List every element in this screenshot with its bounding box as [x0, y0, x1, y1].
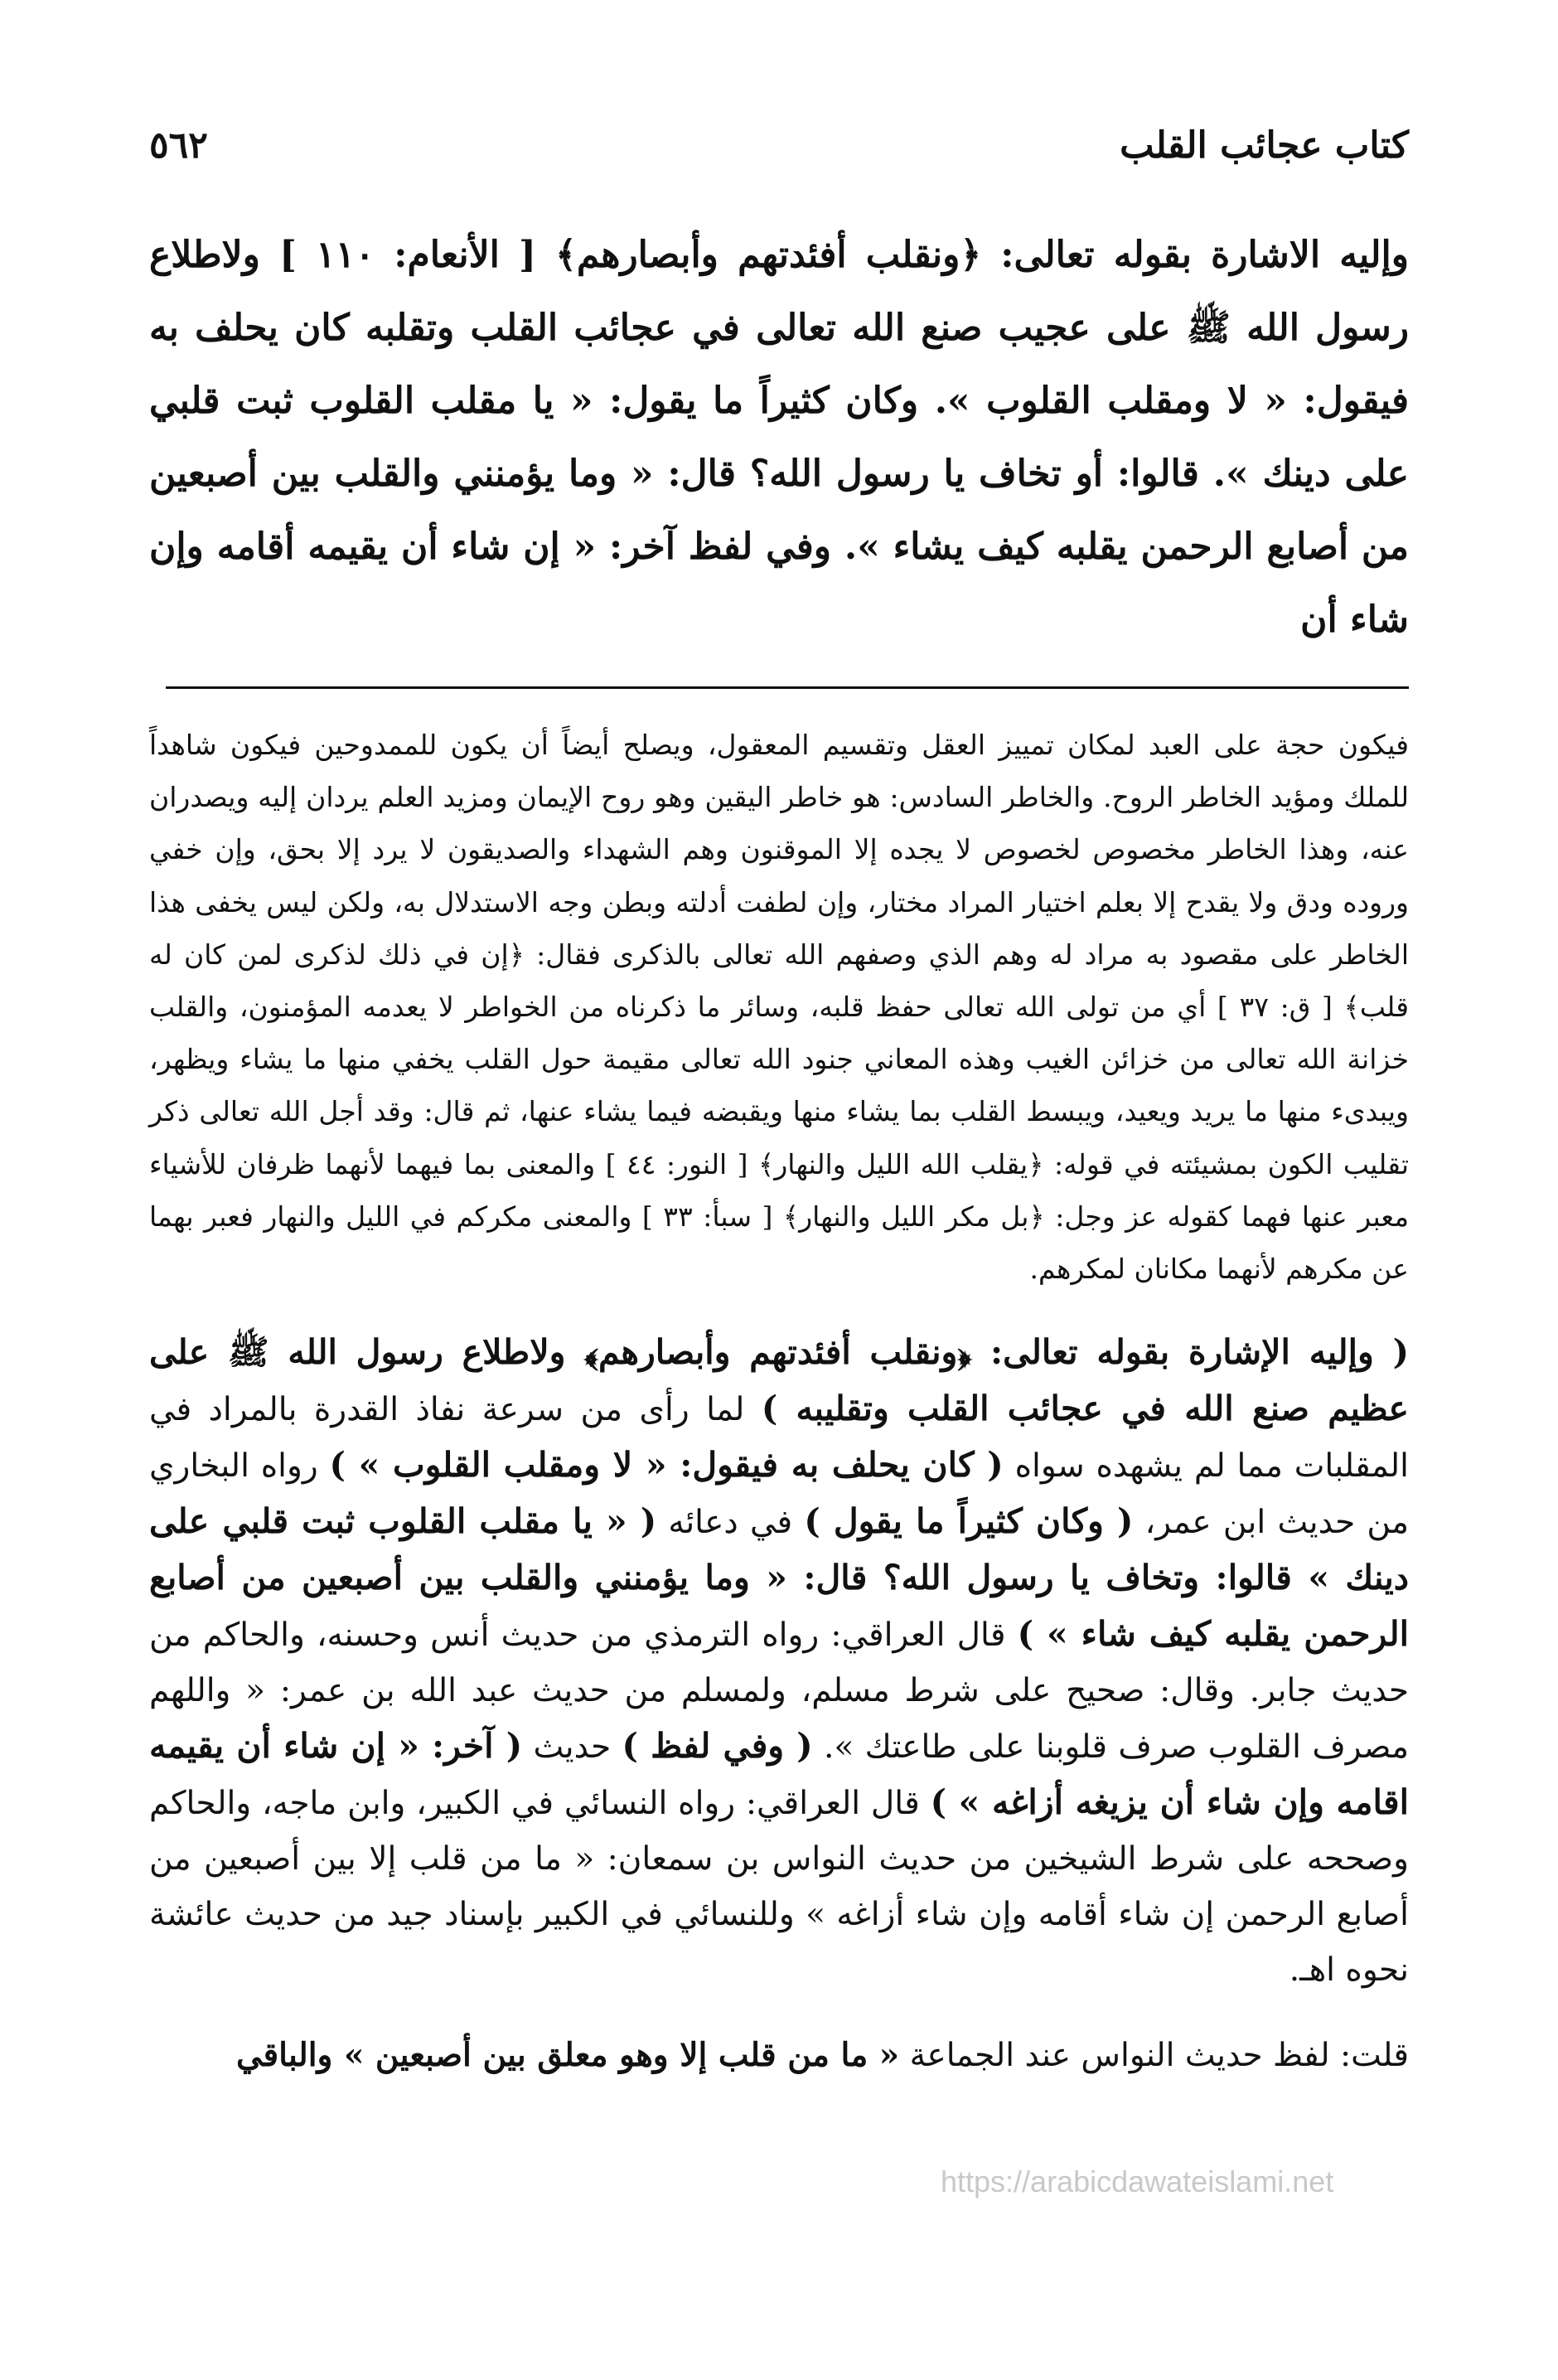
commentary-segment: ( آخر: « إن شاء أن يقيمه اقامه وإن شاء أن يزيغه أزاغه » )	[149, 1726, 1409, 1823]
closing-segment: قلت: لفظ حديث النواس عند الجماعة	[899, 2037, 1409, 2075]
page-header	[149, 124, 1409, 182]
commentary-segment: ( وفي لفظ )	[622, 1726, 813, 1767]
commentary-segment: حديث	[522, 1728, 622, 1767]
book-page	[149, 124, 1409, 2083]
commentary-segment: لما رأى من سرعة نفاذ القدرة بالمراد في المقلبات مما لم يشهده سواه	[149, 1391, 1409, 1486]
commentary-segment: قال العراقي: رواه النسائي في الكبير، وابن ماجه، والحاكم وصححه على شرط الشيخين من حديث النواس بن سمعان: « ما من قلب إلا بين أصبعين من أصابع الرحمن إن شاء أقامه وإن شاء أزاغه » وللنسائي في الكبير بإسناد جيد من حديث عائشة نحوه اهـ.	[149, 1785, 1409, 1990]
page-number: ٥٦٢	[149, 124, 208, 167]
closing-segment: « ما من قلب إلا وهو معلق بين أصبعين » والباقي	[236, 2036, 900, 2075]
commentary-segment: في دعائه	[656, 1504, 805, 1542]
running-title: كتاب عجائب القلب	[1120, 124, 1409, 167]
commentary-segment: ( وكان كثيراً ما يقول )	[804, 1501, 1134, 1542]
commentary-segment: ( وإليه الإشارة بقوله تعالى: ﴿ونقلب أفئدتهم وأبصارهم﴾ ولاطلاع رسول الله ﷺ على عظيم صنع الله في عجائب القلب وتقليبه )	[149, 1332, 1409, 1429]
main-text: وإليه الاشارة بقوله تعالى: ﴿ونقلب أفئدتهم وأبصارهم﴾ [ الأنعام: ١١٠ ] ولاطلاع رسول الله ﷺ على عجيب صنع الله تعالى في عجائب القلب وتقلبه كان يحلف به فيقول: « لا ومقلب القلوب ». وكان كثيراً ما يقول: « يا مقلب القلوب ثبت قلبي على دينك ». قالوا: أو تخاف يا رسول الله؟ قال: « وما يؤمنني والقلب بين أصبعين من أصابع الرحمن يقلبه كيف يشاء ». وفي لفظ آخر: « إن شاء أن يقيمه أقامه وإن شاء أن	[149, 234, 1409, 641]
commentary-segment: ( « يا مقلب القلوب ثبت قلبي على دينك » قالوا: وتخاف يا رسول الله؟ قال: « وما يؤمنني والقلب بين أصبعين من أصابع الرحمن يقلبه كيف شاء » )	[149, 1501, 1409, 1655]
commentary-text	[149, 1325, 1409, 1998]
commentary-segment: رواه البخاري من حديث ابن عمر،	[149, 1447, 1409, 1542]
commentary-segment: قال العراقي: رواه الترمذي من حديث أنس وحسنه، والحاكم من حديث جابر. وقال: صحيح على شرط مسلم، ولمسلم من حديث عبد الله بن عمر: « واللهم مصرف القلوب صرف قلوبنا على طاعتك ».	[149, 1617, 1410, 1767]
closing-paragraph	[149, 2028, 1409, 2083]
footnote-separator	[166, 686, 1409, 689]
watermark-url: https://arabicdawateislami.net	[941, 2164, 1334, 2198]
footnote-text: فيكون حجة على العبد لمكان تمييز العقل وتقسيم المعقول، ويصلح أيضاً أن يكون للممدوحين فيكون شاهداً للملك ومؤيد الخاطر الروح. والخاطر السادس: هو خاطر اليقين وهو روح الإيمان ومزيد العلم يردان إليه ويصدران عنه، وهذا الخاطر مخصوص لخصوص لا يجده إلا الموقنون وهم الشهداء والصديقون لا يرد إلا بحق، وإن خفي وروده ودق ولا يقدح إلا بعلم اختيار المراد مختار، وإن لطفت أدلته وبطن وجه الاستدلال به، ولكن ليس يخفى هذا الخاطر على مقصود به مراد له وهم الذي وصفهم الله تعالى بالذكرى فقال: ﴿إن في ذلك لذكرى لمن كان له قلب﴾ [ ق: ٣٧ ] أي من تولى الله تعالى حفظ قلبه، وسائر ما ذكرناه من الخواطر لا يعدمه المؤمنون، والقلب خزانة الله تعالى من خزائن الغيب وهذه المعاني جنود الله تعالى مقيمة حول القلب يخفي منها ما يشاء ويظهر، ويبدىء منها ما يريد ويعيد، ويبسط القلب بما يشاء منها ويقبضه فيما يشاء عنها، ثم قال: وقد أجل الله تعالى ذكر تقليب الكون بمشيئته في قوله: ﴿يقلب الله الليل والنهار﴾ [ النور: ٤٤ ] والمعنى بما فيهما لأنهما ظرفان للأشياء معبر عنها فهما كقوله عز وجل: ﴿بل مكر الليل والنهار﴾ [ سبأ: ٣٣ ] والمعنى مكركم في الليل والنهار فعبر بهما عن مكرهم لأنهما مكانان لمكرهم.	[149, 729, 1410, 1286]
commentary-segment: ( كان يحلف به فيقول: « لا ومقلب القلوب » )	[329, 1445, 1004, 1486]
